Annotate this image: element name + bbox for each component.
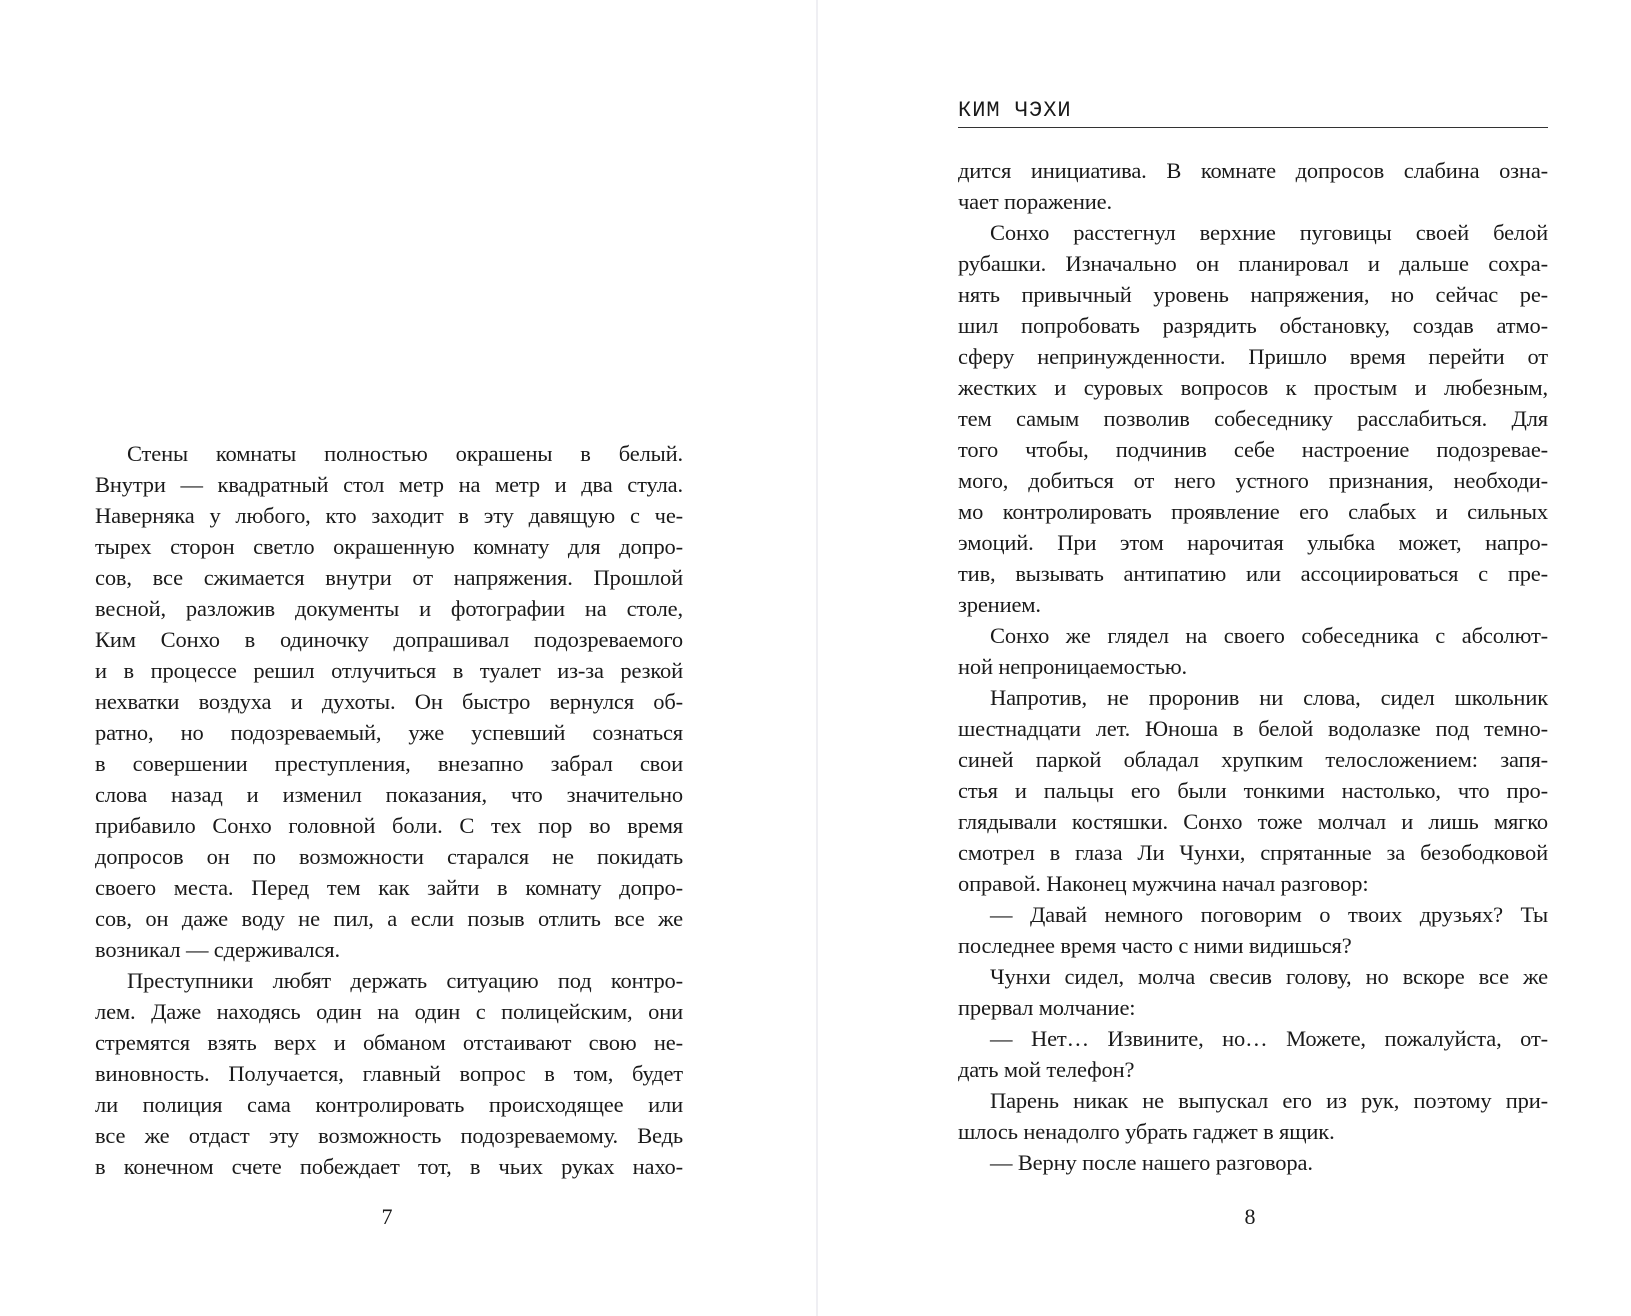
text-line: слова назад и изменил показания, что значительно <box>95 782 683 807</box>
text-line: рубашки. Изначально он планировал и дальше сохра- <box>958 251 1548 276</box>
text-line: жестких и суровых вопросов к простым и любезным, <box>958 375 1548 400</box>
text-line: Преступники любят держать ситуацию под контро- <box>127 968 683 993</box>
text-line: прервал молчание: <box>958 995 1136 1020</box>
text-line: — Давай немного поговорим о твоих друзьях? Ты <box>990 902 1548 927</box>
text-line: — Верну после нашего разговора. <box>990 1150 1313 1175</box>
text-line: тем самым позволив собеседнику расслабиться. Для <box>958 406 1548 431</box>
text-line: ратно, но подозреваемый, уже успевший сознаться <box>95 720 683 745</box>
text-line: в совершении преступления, внезапно забрал свои <box>95 751 683 776</box>
text-line: эмоций. При этом нарочитая улыбка может, напро- <box>958 530 1548 555</box>
text-line: шил попробовать разрядить обстановку, создав атмо- <box>958 313 1548 338</box>
text-line: тырех сторон светло окрашенную комнату для допро- <box>95 534 683 559</box>
text-line: лем. Даже находясь один на один с полицейским, они <box>95 999 683 1024</box>
text-line: виновность. Получается, главный вопрос в том, будет <box>95 1061 683 1086</box>
running-head-author: КИМ ЧЭХИ <box>958 98 1548 128</box>
text-line: дать мой телефон? <box>958 1057 1135 1082</box>
text-line: тив, вызывать антипатию или ассоциироваться с пре- <box>958 561 1548 586</box>
text-line: дится инициатива. В комнате допросов слабина озна- <box>958 158 1548 183</box>
text-line: допросов он по возможности старался не покидать <box>95 844 683 869</box>
left-page-body <box>95 438 683 1182</box>
right-page-body <box>958 155 1548 1178</box>
text-line: Сонхо расстегнул верхние пуговицы своей белой <box>990 220 1548 245</box>
text-line: того чтобы, подчинив себе настроение подозревае- <box>958 437 1548 462</box>
text-line: смотрел в глаза Ли Чунхи, спрятанные за безободковой <box>958 840 1548 865</box>
text-line: и в процессе решил отлучиться в туалет из-за резкой <box>95 658 683 683</box>
text-line: прибавило Сонхо головной боли. С тех пор во время <box>95 813 683 838</box>
text-line: шлось ненадолго убрать гаджет в ящик. <box>958 1119 1335 1144</box>
text-line: мо контролировать проявление его слабых и сильных <box>958 499 1548 524</box>
text-line: Ким Сонхо в одиночку допрашивал подозреваемого <box>95 627 683 652</box>
text-line: сов, все сжимается внутри от напряжения. Прошлой <box>95 565 683 590</box>
text-line: — Нет… Извините, но… Можете, пожалуйста, от- <box>990 1026 1548 1051</box>
text-line: зрением. <box>958 592 1041 617</box>
text-line: ли полиция сама контролировать происходящее или <box>95 1092 683 1117</box>
page-number-left: 7 <box>381 1204 393 1229</box>
text-line: глядывали костяшки. Сонхо тоже молчал и лишь мягко <box>958 809 1548 834</box>
text-line: ной непроницаемостью. <box>958 654 1188 679</box>
text-line: сов, он даже воду не пил, а если позыв отлить все же <box>95 906 683 931</box>
text-line: стья и пальцы его были тонкими настолько, что про- <box>958 778 1548 803</box>
text-line: весной, разложив документы и фотографии на столе, <box>95 596 683 621</box>
text-line: Чунхи сидел, молча свесив голову, но вскоре все же <box>990 964 1548 989</box>
text-line: Сонхо же глядел на своего собеседника с абсолют- <box>990 623 1548 648</box>
text-line: Стены комнаты полностью окрашены в белый. <box>127 441 683 466</box>
text-line: оправой. Наконец мужчина начал разговор: <box>958 871 1369 896</box>
text-line: синей паркой обладал хрупким телосложением: запя- <box>958 747 1548 772</box>
text-line: своего места. Перед тем как зайти в комнату допро- <box>95 875 683 900</box>
text-line: Внутри — квадратный стол метр на метр и два стула. <box>95 472 683 497</box>
text-line: шестнадцати лет. Юноша в белой водолазке под темно- <box>958 716 1548 741</box>
text-line: нять привычный уровень напряжения, но сейчас ре- <box>958 282 1548 307</box>
text-line: Напротив, не проронив ни слова, сидел школьник <box>990 685 1548 710</box>
text-line: Наверняка у любого, кто заходит в эту давящую с че- <box>95 503 683 528</box>
text-line: в конечном счете побеждает тот, в чьих руках нахо- <box>95 1154 683 1179</box>
text-line: стремятся взять верх и обманом отстаивают свою не- <box>95 1030 683 1055</box>
text-line: Парень никак не выпускал его из рук, поэтому при- <box>990 1088 1548 1113</box>
text-line: мого, добиться от него устного признания, необходи- <box>958 468 1548 493</box>
text-line: сферу непринужденности. Пришло время перейти от <box>958 344 1548 369</box>
text-line: возникал — сдерживался. <box>95 937 340 962</box>
page-number-right: 8 <box>1244 1204 1256 1229</box>
text-line: нехватки воздуха и духоты. Он быстро вернулся об- <box>95 689 683 714</box>
text-line: чает поражение. <box>958 189 1112 214</box>
right-page <box>818 0 1631 1316</box>
text-line: последнее время часто с ними видишься? <box>958 933 1352 958</box>
text-line: все же отдаст эту возможность подозреваемому. Ведь <box>95 1123 683 1148</box>
